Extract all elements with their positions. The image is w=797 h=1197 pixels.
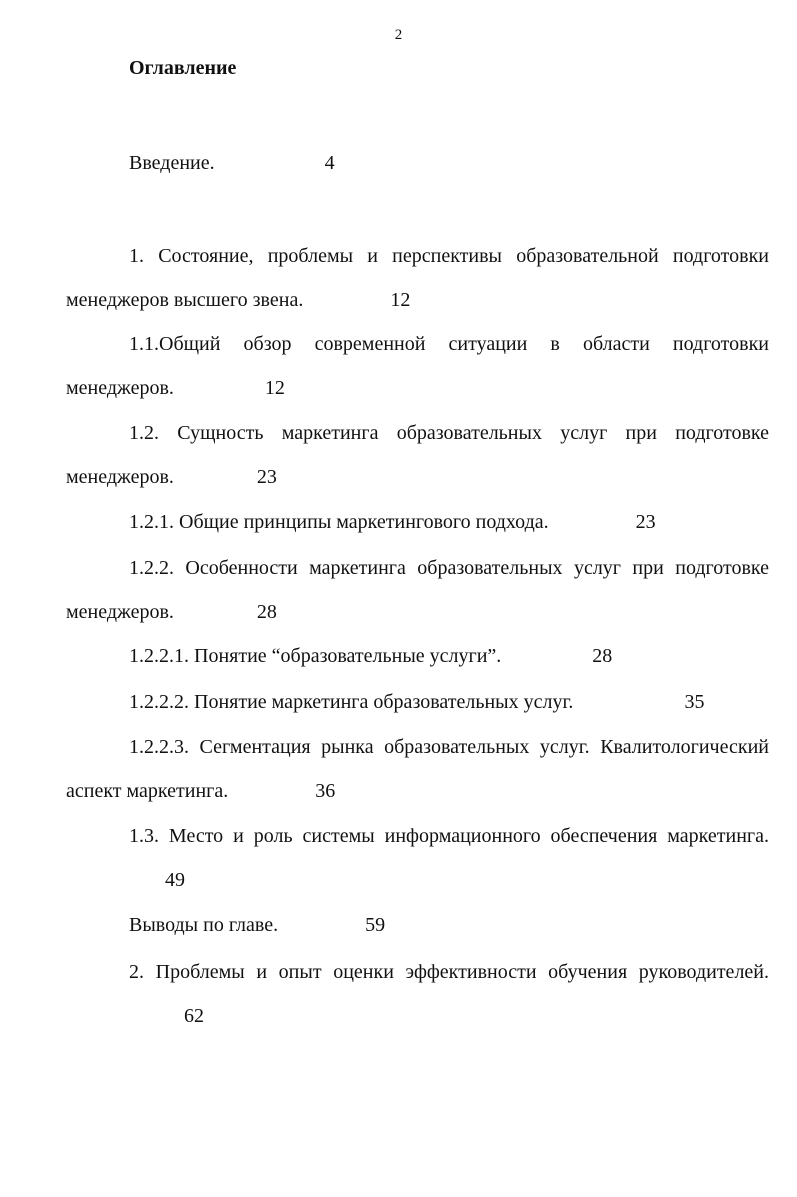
toc-entry-page: 35	[684, 691, 705, 713]
toc-entry-title: Выводы по главе.	[129, 914, 279, 936]
toc-entry-page: 49	[165, 869, 185, 891]
toc-entry-section-1-2-2-3[interactable]	[66, 725, 769, 813]
toc-entry-chapter-2[interactable]	[66, 950, 769, 1038]
toc-entry-page: 12	[390, 289, 411, 311]
toc-entry-section-1-2-2-2[interactable]	[66, 680, 769, 724]
toc-entry-title: 1.2. Сущность маркетинга образовательных услуг при подготовке менеджеров.	[66, 422, 769, 488]
toc-entry-section-1-2-2-1[interactable]	[66, 634, 769, 678]
toc-entry-conclusions[interactable]	[66, 903, 769, 947]
toc-entry-chapter-1[interactable]	[66, 234, 769, 322]
toc-entry-title: 1.2.2.2. Понятие маркетинга образовательных услуг.	[129, 691, 574, 713]
toc-entry-page: 4	[324, 152, 335, 174]
toc-entry-section-1-2-2[interactable]	[66, 546, 769, 634]
toc-heading: Оглавление	[129, 57, 237, 79]
toc-entry-title: 1.2.2.3. Сегментация рынка образовательных услуг. Квалитологический аспект маркетинга.	[66, 736, 769, 802]
toc-entry-title: 1.1.Общий обзор современной ситуации в области подготовки менеджеров.	[66, 333, 769, 399]
toc-entry-title: 1.2.2. Особенности маркетинга образовательных услуг при подготовке менеджеров.	[66, 557, 769, 623]
toc-entry-title: 2. Проблемы и опыт оценки эффективности обучения руководителей.	[129, 961, 769, 983]
toc-entry-title: 1. Состояние, проблемы и перспективы образовательной подготовки менеджеров высшего звена.	[66, 245, 769, 311]
toc-entry-title: 1.2.2.1. Понятие “образовательные услуги”.	[129, 645, 502, 667]
toc-entry-page: 28	[256, 601, 277, 623]
toc-entry-page: 23	[635, 511, 656, 533]
toc-entry-title: Введение.	[129, 152, 215, 174]
page-number: 2	[394, 27, 403, 43]
toc-entry-title: 1.2.1. Общие принципы маркетингового подхода.	[129, 511, 549, 533]
toc-entry-section-1-2[interactable]	[66, 411, 769, 499]
toc-entry-page: 12	[264, 377, 285, 399]
toc-entry-title: 1.3. Место и роль системы информационного обеспечения маркетинга.	[129, 825, 769, 847]
toc-entry-introduction[interactable]	[66, 141, 769, 185]
toc-entry-section-1-1[interactable]	[66, 322, 769, 410]
toc-entry-section-1-2-1[interactable]	[66, 500, 769, 544]
toc-entry-page: 59	[365, 914, 386, 936]
toc-entry-page: 23	[256, 466, 277, 488]
toc-entry-page: 28	[592, 645, 613, 667]
toc-entry-page: 62	[184, 1005, 204, 1027]
toc-entry-section-1-3[interactable]	[66, 814, 769, 902]
toc-entry-page: 36	[315, 780, 336, 802]
